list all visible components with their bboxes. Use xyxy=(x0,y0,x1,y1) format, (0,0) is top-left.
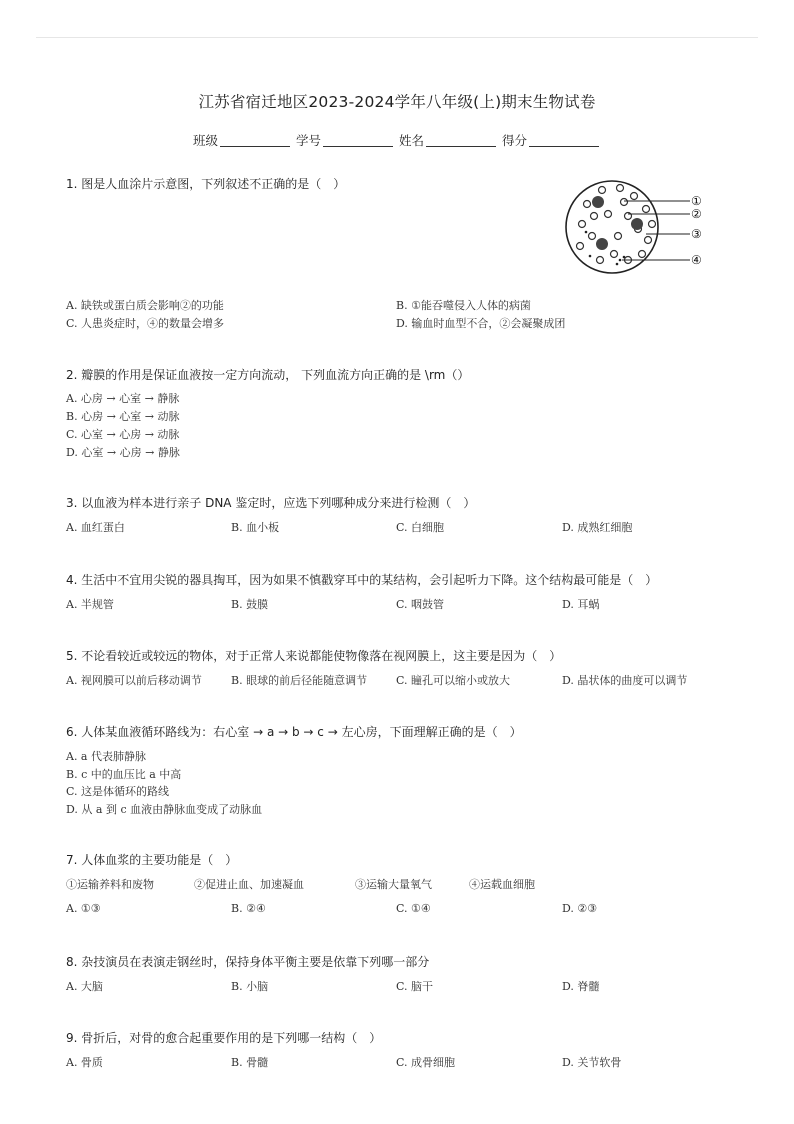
q4-option-d[interactable]: D. 耳蜗 xyxy=(562,598,600,611)
q3-option-a[interactable]: A. 血红蛋白 xyxy=(66,521,125,534)
top-divider xyxy=(36,37,758,38)
q6-option-a[interactable]: A. a 代表肺静脉 xyxy=(66,750,146,763)
q7-option-d[interactable]: D. ②③ xyxy=(562,902,598,915)
q3-option-b[interactable]: B. 血小板 xyxy=(231,521,280,534)
q6-option-c[interactable]: C. 这是体循环的路线 xyxy=(66,785,170,798)
q5-option-c[interactable]: C. 瞳孔可以缩小或放大 xyxy=(396,674,511,687)
q2-option-d[interactable]: D. 心室 → 心房 → 静脉 xyxy=(66,446,180,459)
q1-option-b[interactable]: B. ①能吞噬侵入人体的病菌 xyxy=(396,299,531,312)
q2-option-b[interactable]: B. 心房 → 心室 → 动脉 xyxy=(66,410,180,423)
question-2-stem: 2. 瓣膜的作用是保证血液按一定方向流动， 下列血流方向正确的是 \rm（） xyxy=(66,368,470,382)
q7-option-c[interactable]: C. ①④ xyxy=(396,902,431,915)
score-label: 得分 xyxy=(501,133,527,148)
q2-option-a[interactable]: A. 心房 → 心室 → 静脉 xyxy=(66,392,180,405)
question-7-stem: 7. 人体血浆的主要功能是（ ） xyxy=(66,853,238,867)
q8-option-c[interactable]: C. 脑干 xyxy=(396,980,434,993)
q1-option-d[interactable]: D. 输血时血型不合，②会凝聚成团 xyxy=(396,317,566,330)
q9-option-c[interactable]: C. 成骨细胞 xyxy=(396,1056,456,1069)
q6-option-b[interactable]: B. c 中的血压比 a 中高 xyxy=(66,768,182,781)
q3-option-d[interactable]: D. 成熟红细胞 xyxy=(562,521,633,534)
figure-label-3: ③ xyxy=(691,227,702,241)
q5-option-d[interactable]: D. 晶状体的曲度可以调节 xyxy=(562,674,688,687)
q1-option-a[interactable]: A. 缺铁或蛋白质会影响②的功能 xyxy=(66,299,224,312)
figure-label-2: ② xyxy=(691,207,702,221)
q6-option-d[interactable]: D. 从 a 到 c 血液由静脉血变成了动脉血 xyxy=(66,803,263,816)
q5-option-b[interactable]: B. 眼球的前后径能随意调节 xyxy=(231,674,368,687)
q3-option-c[interactable]: C. 白细胞 xyxy=(396,521,445,534)
question-1-stem: 1. 图是人血涂片示意图，下列叙述不正确的是（ ） xyxy=(66,177,346,191)
name-blank[interactable] xyxy=(426,134,496,147)
id-blank[interactable] xyxy=(323,134,393,147)
q7-option-a[interactable]: A. ①③ xyxy=(66,902,101,915)
q9-option-b[interactable]: B. 骨髓 xyxy=(231,1056,269,1069)
q7-item-4: ④运载血细胞 xyxy=(469,878,535,891)
figure-label-1: ① xyxy=(691,194,702,208)
q4-option-a[interactable]: A. 半规管 xyxy=(66,598,114,611)
q4-option-b[interactable]: B. 鼓膜 xyxy=(231,598,269,611)
q8-option-d[interactable]: D. 脊髓 xyxy=(562,980,600,993)
q9-option-d[interactable]: D. 关节软骨 xyxy=(562,1056,622,1069)
blood-smear-figure xyxy=(562,174,712,280)
q9-option-a[interactable]: A. 骨质 xyxy=(66,1056,103,1069)
figure-label-4: ④ xyxy=(691,253,702,267)
question-9-stem: 9. 骨折后，对骨的愈合起重要作用的是下列哪一结构（ ） xyxy=(66,1031,382,1045)
score-blank[interactable] xyxy=(529,134,599,147)
question-8-stem: 8. 杂技演员在表演走钢丝时，保持身体平衡主要是依靠下列哪一部分 xyxy=(66,955,430,969)
name-label: 姓名 xyxy=(398,133,424,148)
q7-item-1: ①运输养料和废物 xyxy=(66,878,154,891)
q7-item-2: ②促进止血、加速凝血 xyxy=(194,878,304,891)
q4-option-c[interactable]: C. 咽鼓管 xyxy=(396,598,445,611)
class-blank[interactable] xyxy=(220,134,290,147)
q8-option-b[interactable]: B. 小脑 xyxy=(231,980,269,993)
page-title: 江苏省宿迁地区2023-2024学年八年级(上)期末生物试卷 xyxy=(198,93,596,111)
question-3-stem: 3. 以血液为样本进行亲子 DNA 鉴定时，应选下列哪种成分来进行检测（ ） xyxy=(66,496,476,510)
q1-option-c[interactable]: C. 人患炎症时，④的数量会增多 xyxy=(66,317,225,330)
student-info-line xyxy=(0,131,794,149)
q5-option-a[interactable]: A. 视网膜可以前后移动调节 xyxy=(66,674,202,687)
id-label: 学号 xyxy=(295,133,321,148)
q2-option-c[interactable]: C. 心室 → 心房 → 动脉 xyxy=(66,428,180,441)
class-label: 班级 xyxy=(192,133,218,148)
q7-item-3: ③运输大量氧气 xyxy=(355,878,432,891)
question-5-stem: 5. 不论看较近或较远的物体，对于正常人来说都能使物像落在视网膜上，这主要是因为（ ） xyxy=(66,649,562,663)
question-4-stem: 4. 生活中不宜用尖锐的器具掏耳，因为如果不慎戳穿耳中的某结构，会引起听力下降。这个结构最可能是（ ） xyxy=(66,573,658,587)
q7-option-b[interactable]: B. ②④ xyxy=(231,902,266,915)
question-6-stem: 6. 人体某血液循环路线为：右心室 → a → b → c → 左心房，下面理解正确的是（ ） xyxy=(66,725,522,739)
q8-option-a[interactable]: A. 大脑 xyxy=(66,980,103,993)
